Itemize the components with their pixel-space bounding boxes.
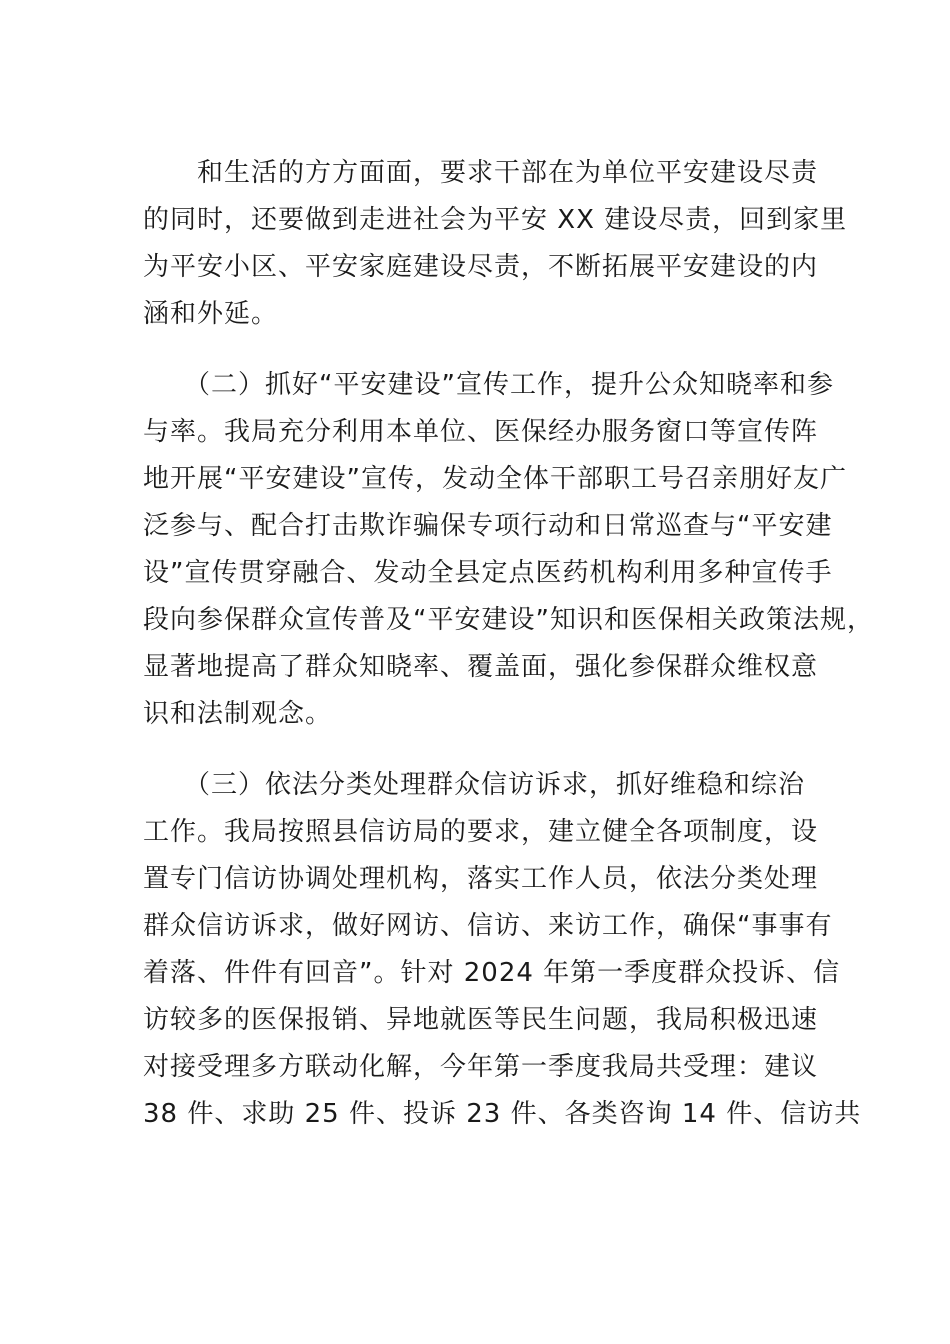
text-line: 群众信访诉求，做好网访、信访、来访工作，确保“事事有 — [143, 911, 833, 941]
paragraph-petitions — [143, 762, 862, 1138]
text-line: 地开展“平安建设”宣传，发动全体干部职工号召亲朋好友广 — [143, 464, 847, 494]
paragraph-community-safety — [143, 150, 848, 338]
paragraph-publicity — [143, 362, 874, 738]
text-line: 为平安小区、平安家庭建设尽责，不断拓展平安建设的内 — [143, 252, 819, 282]
text-line: 访较多的医保报销、异地就医等民生问题，我局积极迅速 — [143, 1005, 819, 1035]
section-heading-line: （三）依法分类处理群众信访诉求，抓好维稳和综治 — [143, 770, 806, 800]
text-line: 的同时，还要做到走进社会为平安 XX 建设尽责，回到家里 — [143, 205, 848, 235]
text-line: 涵和外延。 — [143, 299, 279, 329]
text-line: 识和法制观念。 — [143, 699, 333, 729]
text-line: 泛参与、配合打击欺诈骗保专项行动和日常巡查与“平安建 — [143, 511, 833, 541]
paragraph-spacer — [143, 338, 823, 362]
text-line: 对接受理多方联动化解，今年第一季度我局共受理：建议 — [143, 1052, 819, 1082]
text-line: 设”宣传贯穿融合、发动全县定点医药机构利用多种宣传手 — [143, 558, 833, 588]
text-line: 置专门信访协调处理机构，落实工作人员，依法分类处理 — [143, 864, 819, 894]
text-line: 工作。我局按照县信访局的要求，建立健全各项制度，设 — [143, 817, 819, 847]
text-line: 与率。我局充分利用本单位、医保经办服务窗口等宣传阵 — [143, 417, 819, 447]
document-body — [143, 150, 874, 1138]
text-line: 显著地提高了群众知晓率、覆盖面，强化参保群众维权意 — [143, 652, 819, 682]
text-line: 和生活的方方面面，要求干部在为单位平安建设尽责 — [143, 158, 819, 188]
text-line: 着落、件件有回音”。针对 2024 年第一季度群众投诉、信 — [143, 958, 841, 988]
paragraph-spacer — [143, 738, 823, 762]
text-line: 38 件、求助 25 件、投诉 23 件、各类咨询 14 件、信访共 — [143, 1099, 862, 1129]
text-line: 段向参保群众宣传普及“平安建设”知识和医保相关政策法规， — [143, 605, 874, 635]
section-heading-line: （二）抓好“平安建设”宣传工作，提升公众知晓率和参 — [143, 370, 834, 400]
